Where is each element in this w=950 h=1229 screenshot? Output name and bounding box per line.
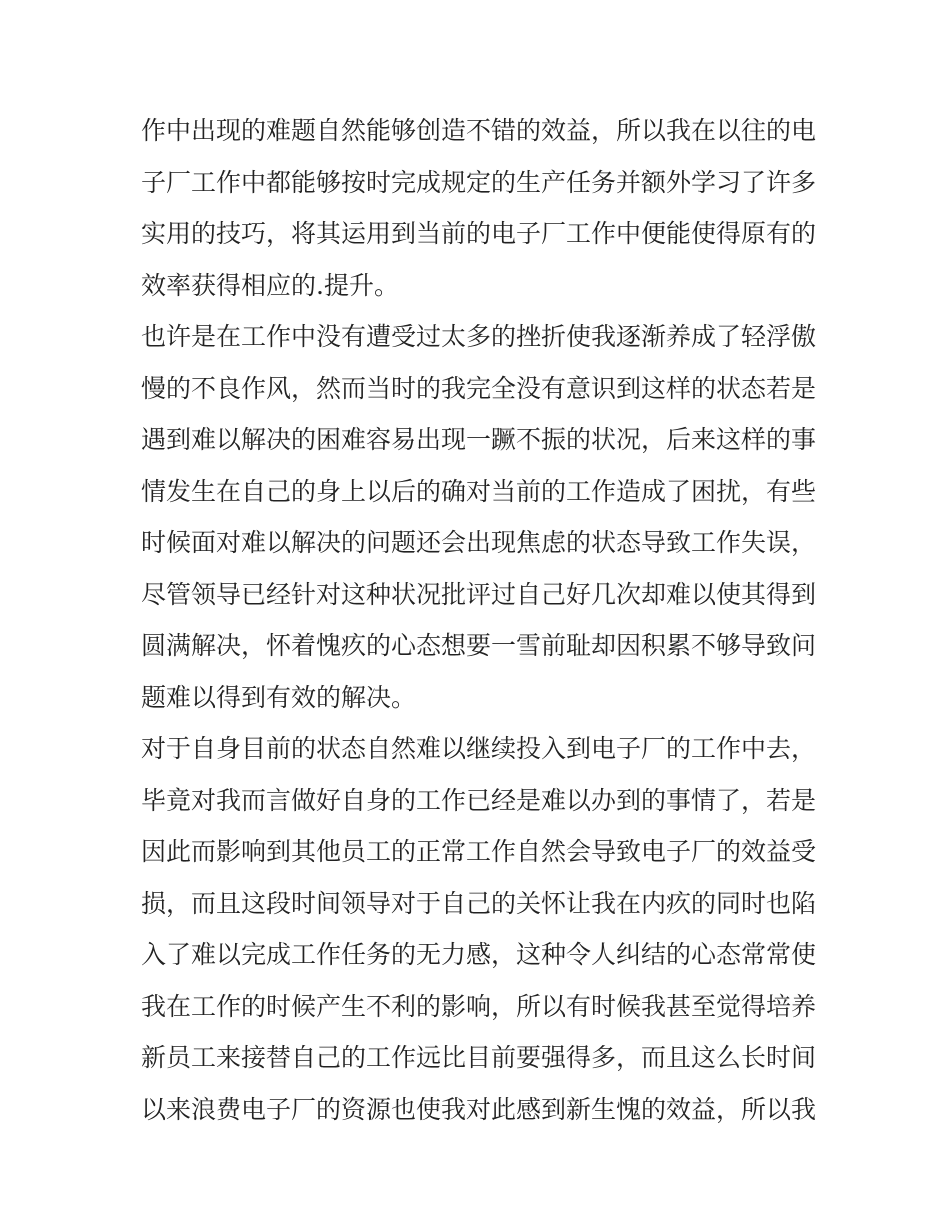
text-line: 题难以得到有效的解决。 — [141, 682, 417, 712]
text-line: 因此而影响到其他员工的正常工作自然会导致电子厂的效益受 — [141, 837, 817, 866]
text-line: 慢的不良作风，然而当时的我完全没有意识到这样的状态若是 — [141, 373, 817, 403]
text-line: 情发生在自己的身上以后的确对当前的工作造成了困扰，有些 — [141, 476, 817, 506]
text-line: 损，而且这段时间领导对于自己的关怀让我在内疚的同时也陷 — [141, 888, 817, 918]
text-line: 尽管领导已经针对这种状况批评过自己好几次却难以使其得到 — [141, 579, 817, 609]
text-line: 效率获得相应的.提升。 — [141, 270, 399, 300]
text-line: 作中出现的难题自然能够创造不错的效益，所以我在以往的电 — [141, 116, 817, 145]
text-line: 以来浪费电子厂的资源也使我对此感到新生愧的效益，所以我 — [141, 1094, 817, 1124]
text-line: 我在工作的时候产生不利的影响，所以有时候我甚至觉得培养 — [141, 991, 817, 1021]
text-line: 入了难以完成工作任务的无力感，这种令人纠结的心态常常使 — [141, 940, 817, 969]
text-line: 毕竟对我而言做好自身的工作已经是难以办到的事情了，若是 — [141, 785, 817, 815]
text-line: 新员工来接替自己的工作远比目前要强得多，而且这么长时间 — [141, 1043, 817, 1072]
text-line: 对于自身目前的状态自然难以继续投入到电子厂的工作中去， — [141, 734, 817, 763]
text-line: 子厂工作中都能够按时完成规定的生产任务并额外学习了许多 — [141, 167, 817, 197]
body-text — [141, 105, 821, 1135]
text-line: 遇到难以解决的困难容易出现一蹶不振的状况，后来这样的事 — [141, 425, 817, 454]
text-line: 实用的技巧，将其运用到当前的电子厂工作中便能使得原有的 — [141, 219, 817, 248]
text-line: 也许是在工作中没有遭受过太多的挫折使我逐渐养成了轻浮傲 — [141, 322, 817, 351]
text-line: 时候面对难以解决的问题还会出现焦虑的状态导致工作失误， — [141, 528, 817, 557]
text-line: 圆满解决，怀着愧疚的心态想要一雪前耻却因积累不够导致问 — [141, 631, 817, 660]
